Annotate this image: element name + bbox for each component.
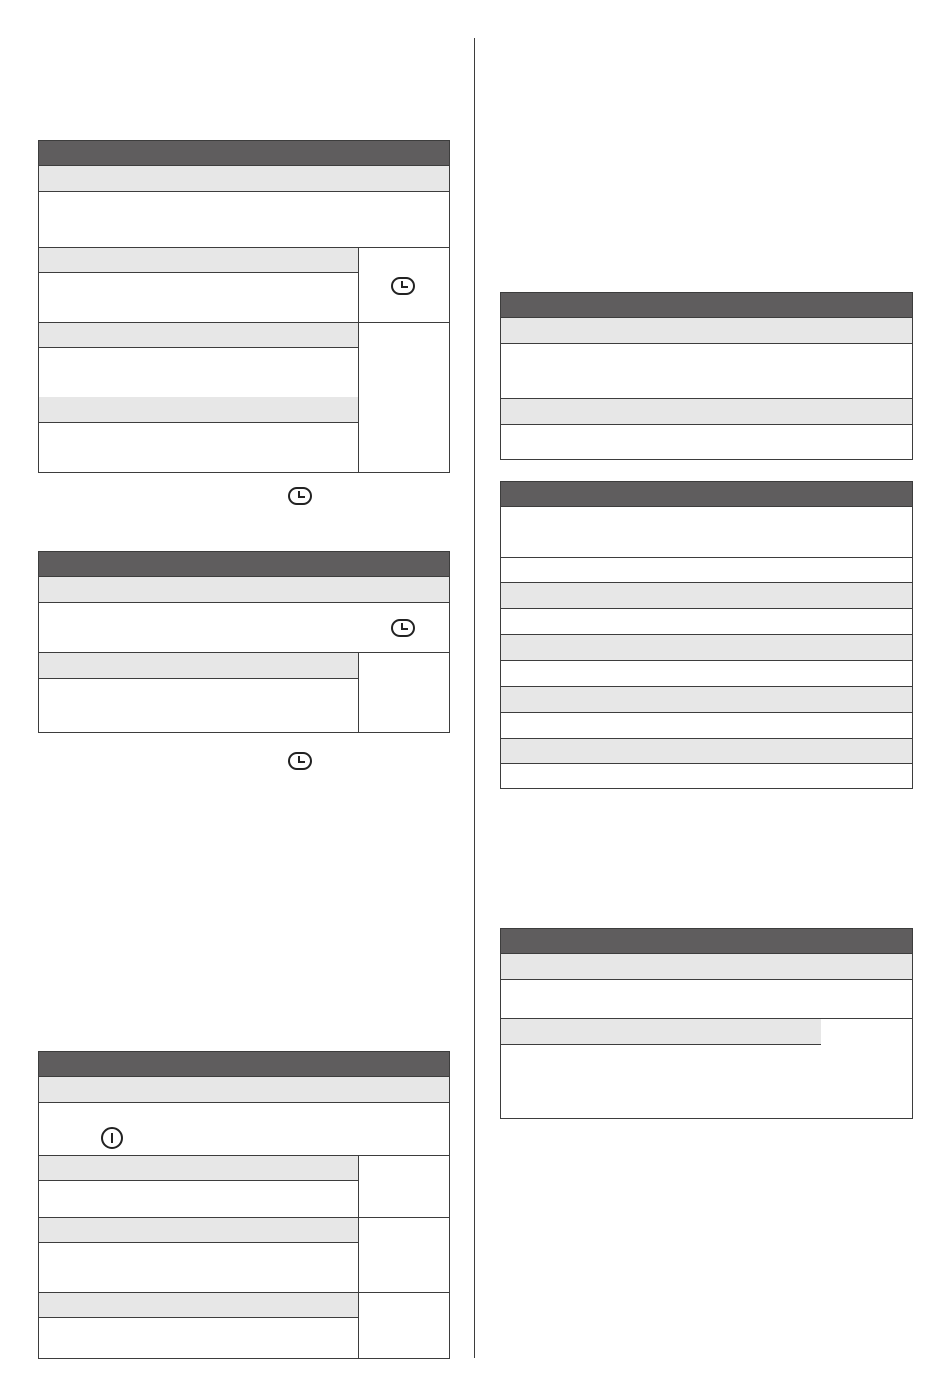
clock-icon: [391, 277, 415, 300]
table-e-band-1: [501, 583, 912, 609]
table-b-side-column-divider: [358, 653, 359, 733]
table-c-band-2: [39, 1156, 358, 1181]
table-c-band-1: [39, 1077, 449, 1103]
column-divider: [474, 38, 475, 1358]
table-b: [38, 551, 450, 733]
table-b-header: [39, 552, 449, 577]
table-d-band-1: [501, 318, 912, 344]
table-e-header: [501, 482, 912, 507]
table-d: [500, 292, 913, 460]
table-a-band-1: [39, 166, 449, 192]
table-a-header: [39, 141, 449, 166]
clock-icon: [391, 619, 415, 642]
table-c-band-3: [39, 1218, 358, 1243]
table-e: [500, 481, 913, 789]
table-b-band-2: [39, 653, 358, 679]
table-a-band-2: [39, 248, 358, 273]
table-f-band-1: [501, 954, 912, 980]
table-e-band-2: [501, 635, 912, 661]
table-a-band-4: [39, 397, 358, 423]
table-c-header: [39, 1052, 449, 1077]
clock-icon: [288, 752, 312, 775]
table-c-side-column-divider: [358, 1156, 359, 1358]
table-b-band-1: [39, 577, 449, 603]
table-a-band-3: [39, 323, 358, 348]
table-c: [38, 1051, 450, 1359]
table-d-band-2: [501, 399, 912, 425]
table-a-side-column-divider: [358, 248, 359, 473]
table-e-row-divider: [501, 557, 912, 558]
table-f: [500, 928, 913, 1119]
table-c-band-4: [39, 1293, 358, 1318]
table-d-header: [501, 293, 912, 318]
clock-icon: [288, 487, 312, 510]
table-e-band-4: [501, 739, 912, 764]
table-a: [38, 140, 450, 473]
power-icon: [100, 1126, 124, 1155]
table-e-band-3: [501, 687, 912, 713]
table-f-header: [501, 929, 912, 954]
table-f-band-2: [501, 1019, 821, 1045]
